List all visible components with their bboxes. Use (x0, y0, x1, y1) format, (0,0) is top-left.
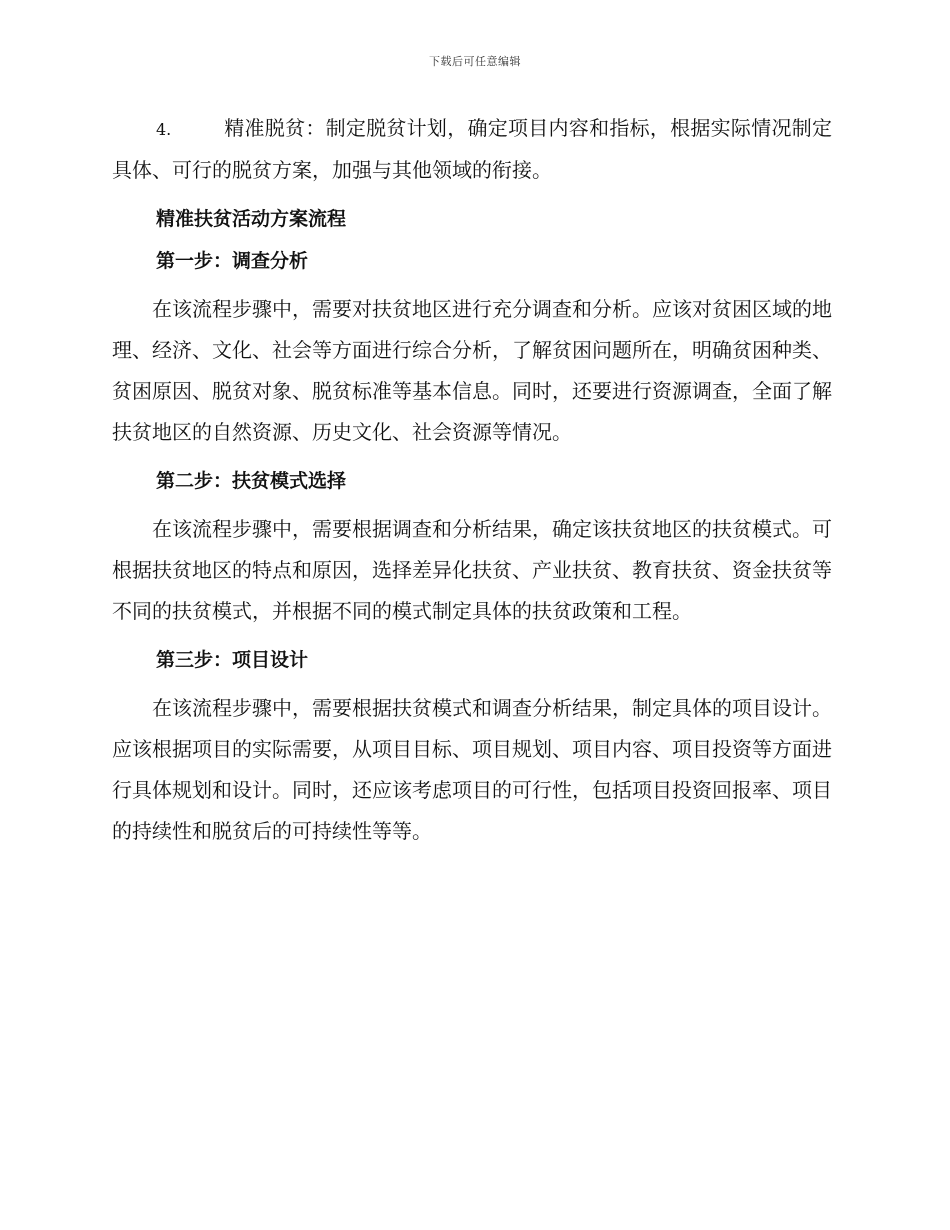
step-2-heading: 第二步：扶贫模式选择 (156, 470, 347, 492)
step-3-heading: 第三步：项目设计 (156, 649, 309, 671)
list-item-4 (112, 108, 832, 191)
step-3-body: 在该流程步骤中，需要根据扶贫模式和调查分析结果，制定具体的项目设计。应该根据项目的实际需要，从项目目标、项目规划、项目内容、项目投资等方面进行具体规划和设计。同时，还应该考虑项目的可行性，包括项目投资回报率、项目的持续性和脱贫后的可持续性等等。 (112, 696, 832, 843)
step-2-body: 在该流程步骤中，需要根据调查和分析结果，确定该扶贫地区的扶贫模式。可根据扶贫地区的特点和原因，选择差异化扶贫、产业扶贫、教育扶贫、资金扶贫等不同的扶贫模式，并根据不同的模式制定具体的扶贫政策和工程。 (112, 517, 832, 623)
document-body (112, 108, 832, 852)
page-header: 下载后可任意编辑 (429, 55, 521, 68)
section-title: 精准扶贫活动方案流程 (156, 208, 347, 230)
step-1-body: 在该流程步骤中，需要对扶贫地区进行充分调查和分析。应该对贫困区域的地理、经济、文化、社会等方面进行综合分析，了解贫困问题所在，明确贫困种类、贫困原因、脱贫对象、脱贫标准等基本信息。同时，还要进行资源调查，全面了解扶贫地区的自然资源、历史文化、社会资源等情况。 (112, 297, 832, 444)
step-1-heading: 第一步：调查分析 (156, 250, 309, 272)
list-item-number: 4. (156, 120, 172, 139)
list-item-text: 精准脱贫：制定脱贫计划，确定项目内容和指标，根据实际情况制定具体、可行的脱贫方案，加强与其他领域的衔接。 (112, 116, 832, 182)
